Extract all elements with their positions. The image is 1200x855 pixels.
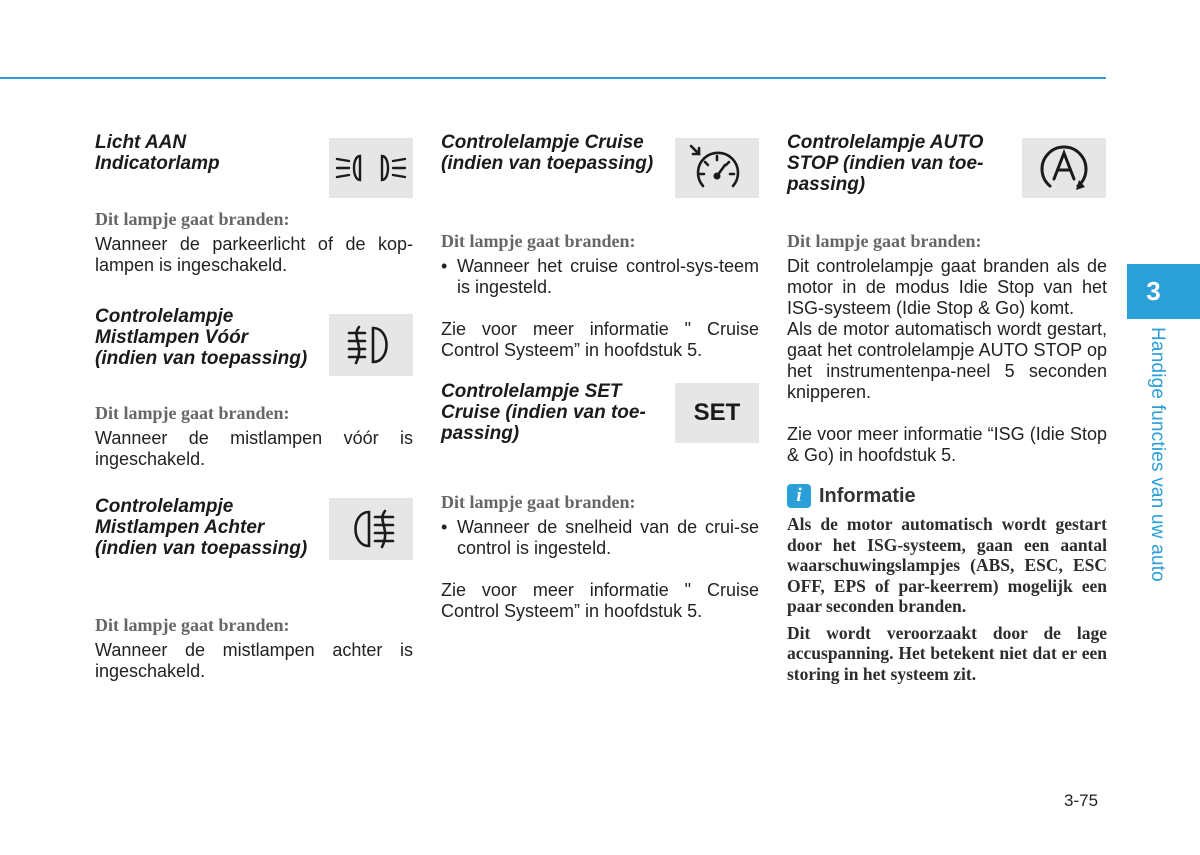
subheading: Dit lampje gaat branden: xyxy=(787,231,982,251)
subheading: Dit lampje gaat branden: xyxy=(441,492,636,512)
chapter-number-tab: 3 xyxy=(1127,264,1200,319)
entry-title: Licht AAN Indicatorlamp xyxy=(95,132,220,174)
column-3 xyxy=(787,128,1107,684)
cruise-indicator-header xyxy=(441,132,759,196)
subheading: Dit lampje gaat branden: xyxy=(95,403,290,423)
entry-text: Wanneer de mistlampen vóór is ingeschakeld. xyxy=(95,428,413,469)
page-number: 3-75 xyxy=(1064,791,1099,810)
rear-fog-header xyxy=(95,496,413,576)
set-indicator-header xyxy=(441,381,759,461)
set-indicator-icon: SET xyxy=(675,383,759,443)
rear-fog-lamp-icon xyxy=(329,498,413,560)
chapter-title: Handige functies van uw auto xyxy=(1147,327,1168,582)
entry-title: Controlelampje SET Cruise (indien van toe- passing) xyxy=(441,381,646,444)
entry-title: Controlelampje Mistlampen Vóór (indien van toepassing) xyxy=(95,306,308,369)
front-fog-lamp-icon xyxy=(329,314,413,376)
reference-note: Zie voor meer informatie “ISG (Idie Stop & Go) in hoofdstuk 5. xyxy=(787,424,1107,465)
entry-text: Als de motor automatisch wordt gestart, gaat het controlelampje AUTO STOP op het instrumentenpa-neel 5 seconden knipperen. xyxy=(787,319,1107,402)
info-title: Informatie xyxy=(819,484,916,507)
reference-note: Zie voor meer informatie " Cruise Control Systeem” in hoofdstuk 5. xyxy=(441,319,759,360)
bullet-item: • Wanneer het cruise control-sys-teem is ingesteld. xyxy=(441,256,759,297)
headlight-indicator-header xyxy=(95,132,413,196)
column-1 xyxy=(95,128,413,682)
info-paragraph: Dit wordt veroorzaakt door de lage accuspanning. Het betekent niet dat er een storing in het systeem zit. xyxy=(787,622,1107,684)
reference-note: Zie voor meer informatie " Cruise Control Systeem” in hoofdstuk 5. xyxy=(441,580,759,621)
column-2 xyxy=(441,128,759,622)
parking-light-icon xyxy=(329,138,413,198)
entry-text: Wanneer de mistlampen achter is ingeschakeld. xyxy=(95,640,413,681)
entry-title: Controlelampje Mistlampen Achter (indien van toepassing) xyxy=(95,496,308,559)
auto-stop-header xyxy=(787,132,1107,212)
subheading: Dit lampje gaat branden: xyxy=(441,231,636,251)
bullet-item: • Wanneer de snelheid van de crui-se control is ingesteld. xyxy=(441,517,759,558)
entry-text: Dit controlelampje gaat branden als de motor in de modus Idie Stop van het ISG-systeem (Idie Stop & Go) komt. xyxy=(787,256,1107,318)
cruise-control-icon xyxy=(675,138,759,198)
info-paragraph: Als de motor automatisch wordt gestart door het ISG-systeem, gaan een aantal waarschuwingslampjes (ABS, ESC, ESC OFF, EPS of par-keerrem) mogelijk een paar seconden branden. xyxy=(787,514,1107,616)
entry-title: Controlelampje AUTO STOP (indien van toe- passing) xyxy=(787,132,984,195)
info-icon: i xyxy=(787,484,811,508)
info-header xyxy=(787,484,1107,508)
auto-stop-icon xyxy=(1022,138,1106,198)
entry-text: Wanneer de parkeerlicht of de kop-lampen is ingeschakeld. xyxy=(95,234,413,275)
subheading: Dit lampje gaat branden: xyxy=(95,615,290,635)
subheading: Dit lampje gaat branden: xyxy=(95,209,290,229)
entry-title: Controlelampje Cruise (indien van toepassing) xyxy=(441,132,654,174)
front-fog-header xyxy=(95,306,413,386)
top-divider xyxy=(0,77,1106,79)
